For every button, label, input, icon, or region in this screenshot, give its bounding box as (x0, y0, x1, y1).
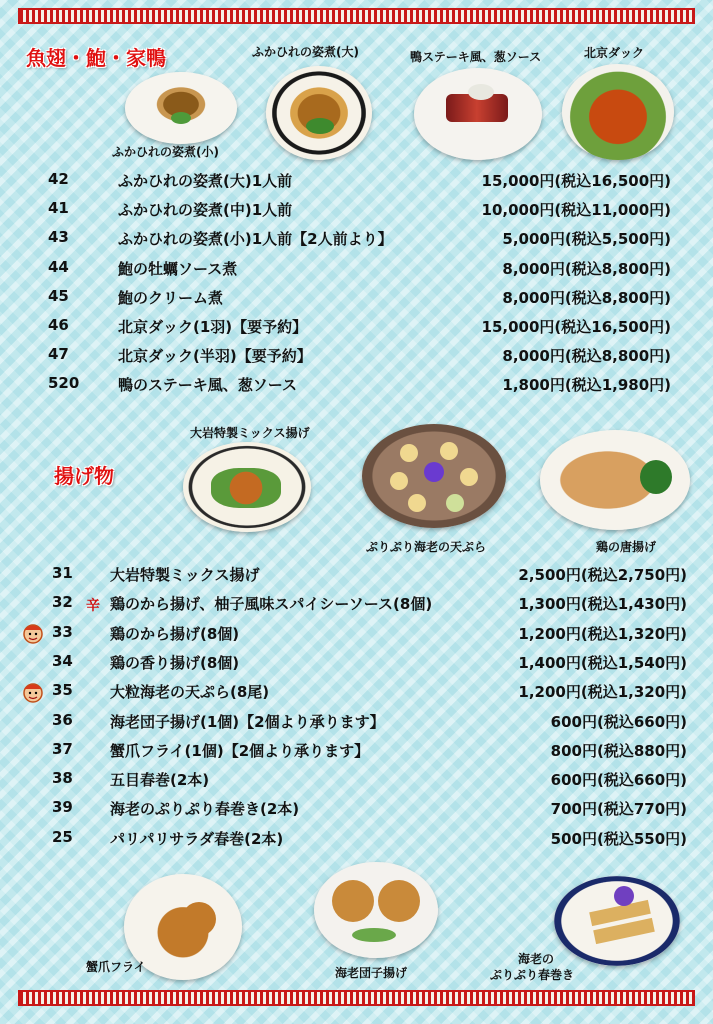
menu-item-number: 520 (48, 374, 80, 393)
menu-item-row (0, 798, 713, 824)
menu-item-number: 25 (52, 827, 73, 846)
menu-item-price: 8,000円(税込8,800円) (502, 259, 671, 278)
photo-duck-steak (414, 68, 542, 160)
menu-item-name: 鶏の香り揚げ(8個) (110, 653, 240, 672)
menu-item-row (0, 345, 713, 371)
menu-item-price: 8,000円(税込8,800円) (502, 347, 671, 366)
menu-item-row (0, 652, 713, 678)
section-title-shark-abalone-duck: 魚翅・鮑・家鴨 (26, 46, 166, 70)
menu-item-number: 47 (48, 345, 69, 364)
caption-crab-claw-fry: 蟹爪フライ (86, 960, 146, 974)
photo-oiwa-mix (183, 442, 311, 532)
menu-item-row (0, 199, 713, 225)
menu-item-number: 46 (48, 316, 69, 334)
menu-item-price: 700円(税込770円) (550, 800, 687, 819)
menu-item-name: ふかひれの姿煮(小)1人前【2人前より】 (118, 230, 393, 249)
photo-shark-fin-small (125, 72, 237, 144)
caption-spring-roll-line2: ぷりぷり春巻き (490, 968, 575, 982)
menu-item-name: 鴨のステーキ風、葱ソース (118, 376, 297, 395)
menu-item-price: 800円(税込880円) (550, 741, 687, 760)
menu-item-row (0, 228, 713, 254)
menu-item-row (0, 623, 713, 649)
menu-item-number: 42 (48, 170, 69, 188)
photo-shrimp-spring-roll (554, 876, 680, 966)
menu-item-price: 600円(税込660円) (550, 712, 687, 731)
menu-item-name: 鮑のクリーム煮 (118, 288, 224, 307)
menu-item-name: 鶏のから揚げ(8個) (110, 624, 240, 643)
menu-item-name: 五目春巻(2本) (110, 771, 210, 790)
menu-item-price: 600円(税込660円) (550, 771, 687, 790)
menu-item-name: 北京ダック(半羽)【要予約】 (118, 347, 312, 366)
menu-item-price: 1,300円(税込1,430円) (518, 595, 687, 614)
photo-shrimp-ball-fry (314, 862, 438, 958)
menu-item-price: 5,000円(税込5,500円) (502, 230, 671, 249)
menu-item-row (0, 258, 713, 284)
menu-item-number: 35 (52, 681, 73, 700)
menu-item-price: 1,800円(税込1,980円) (502, 376, 671, 395)
caption-peking-duck: 北京ダック (584, 46, 645, 60)
menu-item-row (0, 287, 713, 313)
menu-item-name: 蟹爪フライ(1個)【2個より承ります】 (110, 741, 370, 760)
photo-peking-duck (562, 64, 674, 160)
menu-item-number: 44 (48, 257, 69, 276)
menu-item-price: 2,500円(税込2,750円) (518, 566, 687, 584)
menu-item-row (0, 593, 713, 619)
menu-item-price: 15,000円(税込16,500円) (481, 318, 671, 336)
menu-item-number: 32 (52, 593, 73, 612)
recommend-mascot-icon (20, 622, 46, 644)
menu-item-number: 39 (52, 798, 73, 817)
menu-item-row (0, 681, 713, 707)
menu-item-name: 大粒海老の天ぷら(8尾) (110, 683, 270, 702)
caption-oiwa-mix: 大岩特製ミックス揚げ (190, 426, 310, 440)
menu-item-row (0, 769, 713, 795)
menu-item-name: 海老のぷりぷり春巻き(2本) (110, 800, 300, 819)
spicy-mark: 辛 (86, 598, 100, 614)
menu-item-price: 1,200円(税込1,320円) (518, 683, 687, 702)
caption-shrimp-ball-fry: 海老団子揚げ (335, 966, 408, 980)
decorative-border-top (18, 8, 695, 24)
menu-item-price: 15,000円(税込16,500円) (481, 172, 671, 190)
menu-item-number: 31 (52, 564, 73, 582)
menu-item-number: 36 (52, 710, 73, 729)
menu-item-price: 10,000円(税込11,000円) (481, 201, 671, 220)
menu-item-number: 34 (52, 651, 73, 670)
menu-item-row (0, 740, 713, 766)
menu-item-number: 37 (52, 739, 73, 758)
menu-item-row (0, 564, 713, 590)
menu-item-number: 38 (52, 769, 73, 788)
photo-shark-fin-large (266, 66, 372, 160)
caption-shark-fin-large: ふかひれの姿煮(大) (252, 45, 359, 59)
menu-item-name: 北京ダック(1羽)【要予約】 (118, 318, 308, 336)
caption-shrimp-tempura: ぷりぷり海老の天ぷら (366, 540, 487, 554)
menu-item-price: 8,000円(税込8,800円) (502, 288, 671, 307)
menu-item-row (0, 170, 713, 196)
menu-item-name: 鮑の牡蠣ソース煮 (118, 259, 238, 278)
photo-chicken-karaage (540, 430, 690, 530)
menu-item-price: 1,200円(税込1,320円) (518, 624, 687, 643)
menu-item-row (0, 828, 713, 854)
recommend-mascot-icon (20, 681, 46, 703)
caption-spring-roll-line1: 海老の (518, 952, 555, 966)
menu-item-number: 33 (52, 622, 73, 641)
menu-item-name: ふかひれの姿煮(中)1人前 (118, 201, 293, 220)
menu-item-name: 大岩特製ミックス揚げ (110, 566, 260, 584)
photo-shrimp-tempura (362, 424, 506, 528)
caption-shark-fin-small: ふかひれの姿煮(小) (112, 145, 219, 159)
menu-item-number: 45 (48, 286, 69, 305)
menu-item-name: パリパリサラダ春巻(2本) (110, 829, 284, 848)
menu-item-name: ふかひれの姿煮(大)1人前 (118, 172, 293, 190)
menu-item-price: 1,400円(税込1,540円) (518, 653, 687, 672)
menu-item-row (0, 711, 713, 737)
menu-item-number: 43 (48, 228, 69, 247)
decorative-border-bottom (18, 990, 695, 1006)
caption-duck-steak: 鴨ステーキ風、葱ソース (410, 50, 542, 64)
menu-item-row (0, 374, 713, 400)
caption-chicken-karaage: 鶏の唐揚げ (596, 540, 657, 554)
menu-item-price: 500円(税込550円) (550, 829, 687, 848)
section-title-fried-dishes: 揚げ物 (54, 464, 114, 488)
menu-item-name: 海老団子揚げ(1個)【2個より承ります】 (110, 712, 385, 731)
menu-item-row (0, 316, 713, 342)
menu-item-number: 41 (48, 199, 69, 218)
menu-item-name: 鶏のから揚げ、柚子風味スパイシーソース(8個) (110, 595, 433, 614)
